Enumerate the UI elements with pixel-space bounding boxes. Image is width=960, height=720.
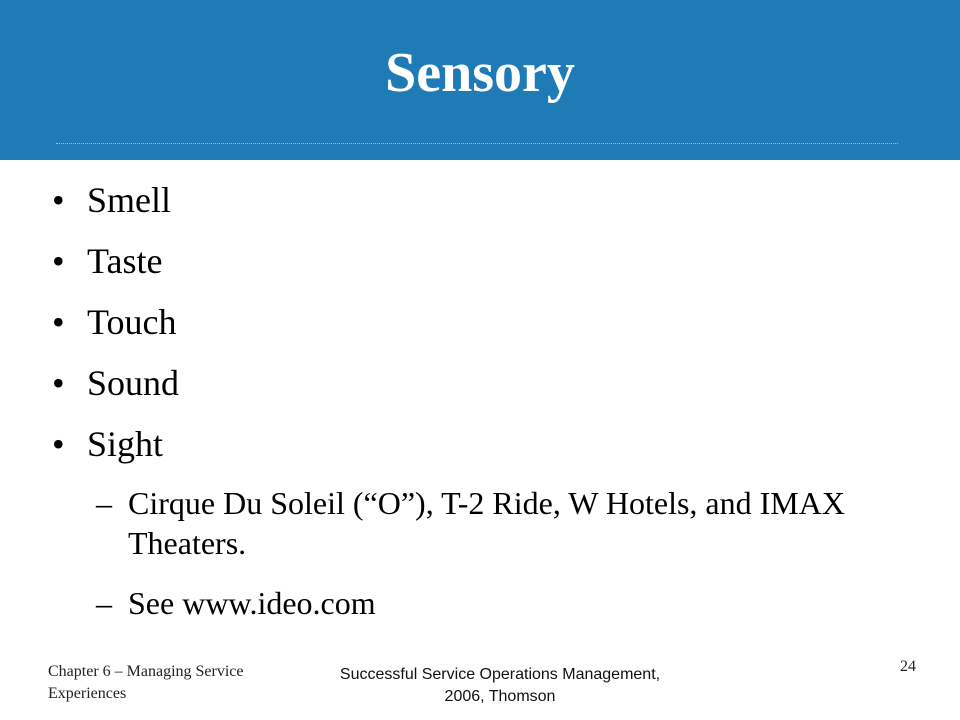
- sub-bullet-text-examples: Cirque Du Soleil (“O”), T-2 Ride, W Hotels, and IMAX Theaters.: [128, 485, 845, 561]
- sub-bullet-text-ideo: See www.ideo.com: [128, 585, 376, 621]
- title-band: [0, 0, 960, 160]
- bullet-marker: •: [52, 424, 65, 464]
- bullet-text-taste: Taste: [87, 241, 163, 281]
- bullet-text-sound: Sound: [87, 363, 180, 403]
- sub-bullet-marker: –: [96, 485, 112, 521]
- bullet-text-touch: Touch: [87, 302, 177, 342]
- bullet-marker: •: [52, 241, 65, 281]
- bullet-marker: •: [52, 180, 65, 220]
- sub-bullet-marker: –: [96, 585, 112, 621]
- slide-title: Sensory: [385, 42, 575, 104]
- slide-number: 24: [900, 658, 916, 675]
- bullet-text-smell: Smell: [87, 180, 172, 220]
- bullet-text-sight: Sight: [87, 424, 164, 464]
- footer-source: Successful Service Operations Management, 2006, Thomson: [339, 666, 661, 705]
- title-divider: [56, 143, 898, 144]
- footer-chapter: Chapter 6 – Managing Service Experiences: [48, 663, 244, 702]
- bullet-marker: •: [52, 302, 65, 342]
- bullet-marker: •: [52, 363, 65, 403]
